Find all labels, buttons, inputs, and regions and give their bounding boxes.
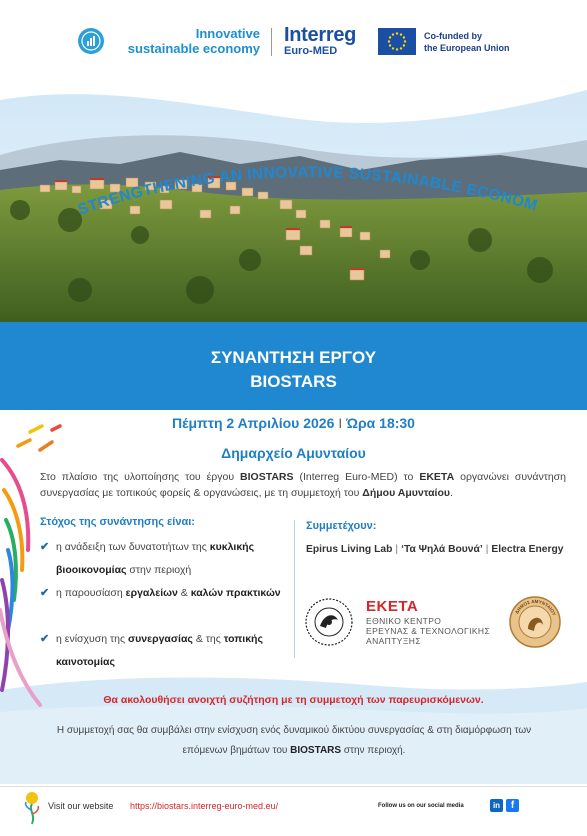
hero-arc-title: STRENGTHENING AN INNOVATIVE SUSTAINABLE ECONOM <box>75 164 540 219</box>
eketa-sub-2: ΕΡΕΥΝΑΣ & ΤΕΧΝΟΛΟΓΙΚΗΣ <box>366 626 491 636</box>
visit-website-label: Visit our website <box>48 801 114 811</box>
goals-title: Στόχος της συνάντησης είναι: <box>40 516 195 528</box>
intro-text-4: . <box>449 487 453 499</box>
discussion-note: Θα ακολουθήσει ανοιχτή συζήτηση με τη συμμετοχή των παρευρισκόμενων. <box>103 694 484 706</box>
participants-list <box>306 544 564 555</box>
date-separator: I <box>338 415 343 431</box>
ise-logo-icon <box>78 28 104 54</box>
eu-star <box>389 36 391 38</box>
eu-flag-icon <box>378 28 416 55</box>
ise-logo-text <box>116 26 260 56</box>
eu-star <box>404 40 406 42</box>
intro-paragraph <box>40 469 566 501</box>
follow-social-label: Follow us on our social media <box>378 803 464 809</box>
intro-text-2: (Interreg Euro-MED) το <box>293 471 420 483</box>
interreg-logo-text: Interreg <box>284 24 357 46</box>
hero-image <box>0 60 587 322</box>
website-link[interactable]: https://biostars.interreg-euro-med.eu/ <box>130 801 279 811</box>
euromed-logo-text: Euro-MED <box>284 45 338 57</box>
goal-3-text: η ενίσχυση της <box>56 633 128 645</box>
goal-3-amp: & της <box>192 633 224 645</box>
event-date: Πέμπτη 2 Απριλίου 2026 <box>172 415 335 431</box>
header-divider <box>271 28 272 56</box>
facebook-icon[interactable]: f <box>506 799 519 812</box>
eketa-logo-subtitle <box>366 616 490 646</box>
participant-epirus-living-lab: Epirus Living Lab <box>306 544 393 555</box>
eu-star <box>392 47 394 49</box>
event-title-line-2: BIOSTARS <box>250 372 337 391</box>
column-divider <box>294 520 295 658</box>
check-icon: ✔ <box>40 587 50 599</box>
goal-2-amp: & <box>177 587 191 599</box>
goal-2-text: η παρουσίαση <box>56 587 126 599</box>
participant-ta-psila-vouna: ‘Τα Ψηλά Βουνά’ <box>401 544 483 555</box>
eu-star <box>403 44 405 46</box>
closing-text-1: Η συμμετοχή σας θα συμβάλει στην ενίσχυση ενός δυναμικού δικτύου συνεργασίας & στη διαμόρφωση των επόμενων βημάτων του <box>56 725 532 756</box>
intro-text-3: οργανώνει συνάντηση συνεργασίας με τοπικούς φορείς & οργανώσεις, με τη συμμετοχή του <box>40 471 566 499</box>
eu-star <box>392 33 394 35</box>
eu-star <box>388 40 390 42</box>
eu-star <box>400 47 402 49</box>
biostars-logo-icon <box>22 788 42 826</box>
eu-star <box>396 32 398 34</box>
svg-text:STRENGTHENING AN INNOVATIVE SU <box>0 120 539 219</box>
cofunded-line-1: Co-funded by <box>424 31 482 41</box>
goal-3-bold-2: τοπικής καινοτομίας <box>56 633 263 668</box>
participant-separator: | <box>485 544 489 555</box>
municipality-seal-icon <box>508 595 562 649</box>
closing-text-2: στην περιοχή. <box>341 745 406 756</box>
check-icon: ✔ <box>40 633 50 645</box>
eu-star <box>396 48 398 50</box>
check-icon: ✔ <box>40 541 50 553</box>
linkedin-icon[interactable]: in <box>490 799 503 812</box>
cofunded-text <box>424 30 510 54</box>
event-time: Ώρα 18:30 <box>346 415 415 431</box>
closing-bold-biostars: BIOSTARS <box>290 745 342 756</box>
footer-divider <box>0 786 587 787</box>
svg-text:ΔΗΜΟΣ ΑΜΥΝΤΑΙΟΥ: ΔΗΜΟΣ ΑΜΥΝΤΑΙΟΥ <box>514 598 557 617</box>
ise-line-1: Innovative <box>195 26 260 41</box>
cofunded-line-2: the European Union <box>424 43 510 53</box>
goal-1-text: η ανάδειξη των δυνατοτήτων της <box>56 541 210 553</box>
eu-star <box>389 44 391 46</box>
closing-paragraph <box>40 721 548 761</box>
event-title-band <box>0 322 587 410</box>
participants-title: Συμμετέχουν: <box>306 520 377 532</box>
eketa-sub-1: ΕΘΝΙΚΟ ΚΕΝΤΡΟ <box>366 616 442 626</box>
decorative-swirl <box>0 420 80 710</box>
eketa-logo-name: ΕΚΕΤΑ <box>366 598 419 615</box>
event-title-line-1: ΣΥΝΑΝΤΗΣΗ ΕΡΓΟΥ <box>210 348 377 367</box>
header <box>0 0 587 78</box>
participant-separator: | <box>395 544 399 555</box>
goal-1-text-end: στην περιοχή <box>126 564 192 576</box>
eketa-sub-3: ΑΝΑΠΤΥΞΗΣ <box>366 636 421 646</box>
ise-line-2: sustainable economy <box>127 41 260 56</box>
goal-1-bold: κυκλικής βιοοικονομίας <box>56 541 255 576</box>
eketa-emblem-icon <box>300 596 358 648</box>
goal-3-bold-1: συνεργασίας <box>127 633 193 645</box>
participant-electra-energy: Electra Energy <box>491 544 564 555</box>
goal-2-bold-1: εργαλείων <box>125 587 178 599</box>
eu-star <box>400 33 402 35</box>
intro-bold-municipality: Δήμου Αμυνταίου <box>362 487 450 499</box>
intro-bold-biostars: BIOSTARS <box>240 471 294 483</box>
intro-text-1: Στο πλαίσιο της υλοποίησης του έργου <box>40 471 241 483</box>
goal-2-bold-2: καλών πρακτικών <box>190 587 281 599</box>
event-date-time <box>0 415 587 431</box>
event-venue: Δημαρχείο Αμυνταίου <box>221 445 366 461</box>
intro-bold-eketa: ΕΚΕΤΑ <box>419 471 455 483</box>
eu-star <box>403 36 405 38</box>
